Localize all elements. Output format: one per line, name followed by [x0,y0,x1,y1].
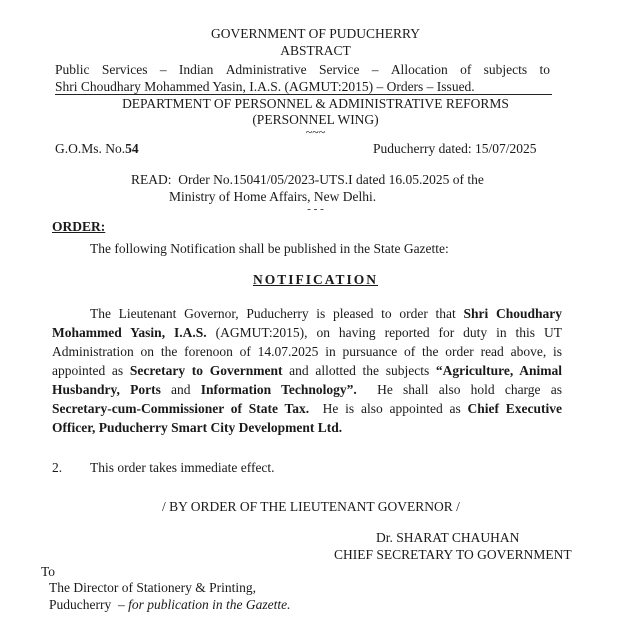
post-title: Secretary to Government [129,363,283,378]
subject-word: Public [55,62,90,77]
notification-line-5 [52,382,562,398]
notification-line-6 [52,401,562,417]
department-name: DEPARTMENT OF PERSONNEL & ADMINISTRATIVE REFORMS [122,96,509,111]
subject-underline [55,94,552,95]
notification-line-4 [52,363,562,379]
go-number [55,141,139,157]
appointee-name: Shri Choudhary [463,306,562,321]
to-line-1: The Director of Stationery & Printing, [49,580,256,595]
subjects: “Agriculture, Animal [435,363,562,378]
read-line-1: READ: Order No.15041/05/2023-UTS.I dated 16.05.2025 of the [131,172,484,187]
abstract-heading: ABSTRACT [280,43,351,58]
text-run: He shall also hold charge as [356,382,562,397]
subject-word: of [460,62,472,77]
government-heading: GOVERNMENT OF PUDUCHERRY [210,26,421,41]
para-2-number: 2. [52,460,63,475]
read-separator: - - - [307,203,324,215]
go-dated: Puducherry dated: 15/07/2025 [373,141,537,156]
text-run: and allotted the subjects [282,363,436,378]
additional-charge: Secretary-cum-Commissioner of State Tax. [52,401,310,416]
para-2-text: This order takes immediate effect. [90,460,275,475]
text-run: appointed as [52,363,130,378]
notification-line-7: Officer, Puducherry Smart City Development Ltd. [52,420,343,435]
go-number-value: 54 [125,141,139,156]
read-line-2: Ministry of Home Affairs, New Delhi. [169,189,377,204]
ornament-divider: ~~~ [305,125,326,139]
subject-word: – [371,62,379,77]
notification-heading: NOTIFICATION [252,272,378,287]
go-label: G.O.Ms. No. [55,141,126,156]
subject-word: Administrative [225,62,307,77]
subjects-cont: Information Technology”. [200,382,357,397]
department-wing: (PERSONNEL WING) [252,112,379,127]
signatory-title: CHIEF SECRETARY TO GOVERNMENT [334,547,572,562]
gazette-note: for publication in the Gazette. [128,597,291,612]
subject-word: Service [318,62,360,77]
signatory-name: Dr. SHARAT CHAUHAN [376,530,520,545]
subject-word: Indian [178,62,214,77]
to-line-2 [49,597,290,613]
ceo-title: Chief Executive [467,401,562,416]
subject-word: Services [101,62,148,77]
subject-line-1 [55,62,550,78]
notification-line-3: Administration on the forenoon of 14.07.2025 in pursuance of the order read above, is [52,344,562,359]
notification-line-1 [90,306,562,322]
by-order-line: / BY ORDER OF THE LIEUTENANT GOVERNOR / [162,499,460,514]
order-intro: The following Notification shall be published in the State Gazette: [90,241,449,256]
text-run: The Lieutenant Governor, Puducherry is pleased to order that [90,306,464,321]
appointee-name-cont: Mohammed Yasin, I.A.S. [52,325,207,340]
to-label: To [41,564,56,579]
notification-line-2 [52,325,562,341]
text-run: Puducherry – [49,597,125,612]
subject-word: subjects [483,62,528,77]
subject-line-2: Shri Choudhary Mohammed Yasin, I.A.S. (AGMUT:2015) – Orders – Issued. [55,79,475,94]
text-run: and [160,382,201,397]
text-run: He is also appointed as [309,401,468,416]
order-heading: ORDER: [52,219,106,234]
subjects-cont: Husbandry, Ports [52,382,161,397]
subject-word: to [539,62,550,77]
text-run: (AGMUT:2015), on having reported for duty in this UT [206,325,562,340]
subject-word: Allocation [390,62,448,77]
subject-word: – [159,62,167,77]
